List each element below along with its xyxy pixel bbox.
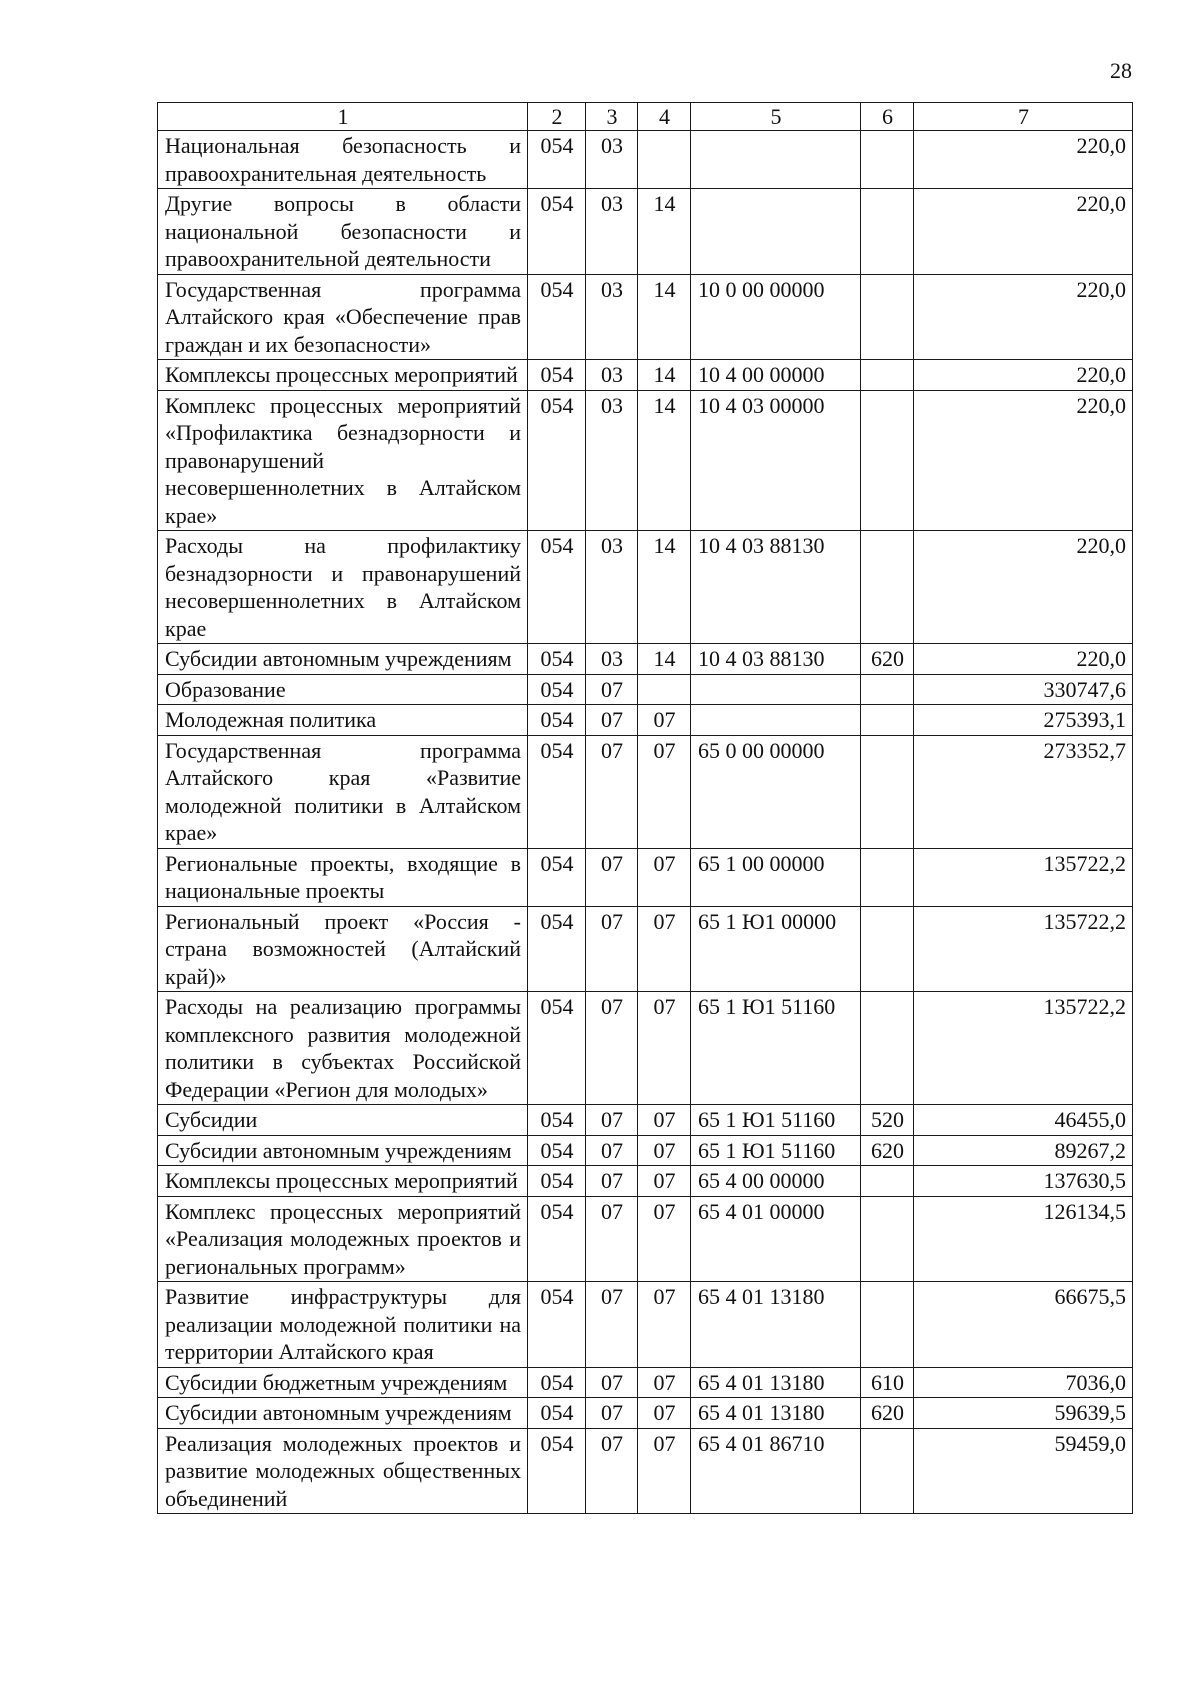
expense-type-code bbox=[861, 531, 914, 644]
amount-value: 66675,5 bbox=[914, 1282, 1133, 1368]
col-header-3: 3 bbox=[586, 103, 638, 131]
table-row bbox=[158, 735, 1133, 848]
target-article-code: 65 4 01 00000 bbox=[691, 1196, 861, 1282]
expense-type-code bbox=[861, 189, 914, 275]
target-article-code: 65 1 00 00000 bbox=[691, 848, 861, 906]
ministry-code: 054 bbox=[528, 360, 586, 391]
subsection-code: 07 bbox=[638, 992, 691, 1105]
ministry-code: 054 bbox=[528, 1135, 586, 1166]
ministry-code: 054 bbox=[528, 1367, 586, 1398]
amount-value: 220,0 bbox=[914, 531, 1133, 644]
expense-type-code bbox=[861, 1166, 914, 1197]
subsection-code: 07 bbox=[638, 848, 691, 906]
section-code: 07 bbox=[586, 735, 638, 848]
section-code: 07 bbox=[586, 1428, 638, 1514]
expense-type-code: 610 bbox=[861, 1367, 914, 1398]
ministry-code: 054 bbox=[528, 1196, 586, 1282]
table-row bbox=[158, 531, 1133, 644]
amount-value: 220,0 bbox=[914, 189, 1133, 275]
target-article-code bbox=[691, 674, 861, 705]
subsection-code: 07 bbox=[638, 1196, 691, 1282]
table-row bbox=[158, 360, 1133, 391]
item-name: Комплекс процессных мероприятий «Реализация молодежных проектов и региональных программ» bbox=[158, 1196, 528, 1282]
table-row bbox=[158, 705, 1133, 736]
expense-type-code: 620 bbox=[861, 644, 914, 675]
item-name: Расходы на профилактику безнадзорности и правонарушений несовершеннолетних в Алтайском крае bbox=[158, 531, 528, 644]
amount-value: 330747,6 bbox=[914, 674, 1133, 705]
amount-value: 135722,2 bbox=[914, 906, 1133, 992]
expense-type-code bbox=[861, 131, 914, 189]
expense-type-code bbox=[861, 390, 914, 531]
section-code: 03 bbox=[586, 644, 638, 675]
amount-value: 220,0 bbox=[914, 131, 1133, 189]
ministry-code: 054 bbox=[528, 705, 586, 736]
amount-value: 46455,0 bbox=[914, 1105, 1133, 1136]
section-code: 03 bbox=[586, 531, 638, 644]
budget-table bbox=[157, 102, 1133, 1514]
expense-type-code bbox=[861, 1428, 914, 1514]
ministry-code: 054 bbox=[528, 531, 586, 644]
item-name: Национальная безопасность и правоохранительная деятельность bbox=[158, 131, 528, 189]
section-code: 07 bbox=[586, 848, 638, 906]
expense-type-code bbox=[861, 735, 914, 848]
target-article-code: 65 4 01 86710 bbox=[691, 1428, 861, 1514]
section-code: 07 bbox=[586, 1367, 638, 1398]
expense-type-code bbox=[861, 848, 914, 906]
ministry-code: 054 bbox=[528, 131, 586, 189]
table-body bbox=[158, 131, 1133, 1514]
amount-value: 7036,0 bbox=[914, 1367, 1133, 1398]
subsection-code: 14 bbox=[638, 189, 691, 275]
ministry-code: 054 bbox=[528, 1398, 586, 1429]
col-header-7: 7 bbox=[914, 103, 1133, 131]
section-code: 07 bbox=[586, 1135, 638, 1166]
table-row bbox=[158, 644, 1133, 675]
expense-type-code: 520 bbox=[861, 1105, 914, 1136]
section-code: 03 bbox=[586, 274, 638, 360]
table-row bbox=[158, 1282, 1133, 1368]
target-article-code: 65 4 01 13180 bbox=[691, 1398, 861, 1429]
amount-value: 59639,5 bbox=[914, 1398, 1133, 1429]
header-row bbox=[158, 103, 1133, 131]
target-article-code: 65 4 01 13180 bbox=[691, 1367, 861, 1398]
subsection-code: 07 bbox=[638, 1428, 691, 1514]
amount-value: 135722,2 bbox=[914, 848, 1133, 906]
amount-value: 220,0 bbox=[914, 390, 1133, 531]
ministry-code: 054 bbox=[528, 1428, 586, 1514]
expense-type-code bbox=[861, 274, 914, 360]
amount-value: 273352,7 bbox=[914, 735, 1133, 848]
target-article-code: 10 4 03 88130 bbox=[691, 644, 861, 675]
table-row bbox=[158, 1398, 1133, 1429]
item-name: Субсидии автономным учреждениям bbox=[158, 1135, 528, 1166]
section-code: 07 bbox=[586, 1398, 638, 1429]
target-article-code: 65 4 00 00000 bbox=[691, 1166, 861, 1197]
col-header-1: 1 bbox=[158, 103, 528, 131]
subsection-code: 14 bbox=[638, 531, 691, 644]
item-name: Субсидии bbox=[158, 1105, 528, 1136]
target-article-code: 65 4 01 13180 bbox=[691, 1282, 861, 1368]
table-row bbox=[158, 131, 1133, 189]
expense-type-code bbox=[861, 705, 914, 736]
subsection-code bbox=[638, 674, 691, 705]
target-article-code bbox=[691, 189, 861, 275]
table-row bbox=[158, 992, 1133, 1105]
amount-value: 59459,0 bbox=[914, 1428, 1133, 1514]
section-code: 03 bbox=[586, 131, 638, 189]
ministry-code: 054 bbox=[528, 992, 586, 1105]
ministry-code: 054 bbox=[528, 1282, 586, 1368]
section-code: 03 bbox=[586, 189, 638, 275]
section-code: 03 bbox=[586, 360, 638, 391]
amount-value: 89267,2 bbox=[914, 1135, 1133, 1166]
expense-type-code bbox=[861, 906, 914, 992]
item-name: Субсидии автономным учреждениям bbox=[158, 644, 528, 675]
item-name: Комплексы процессных мероприятий bbox=[158, 1166, 528, 1197]
amount-value: 126134,5 bbox=[914, 1196, 1133, 1282]
table-row bbox=[158, 274, 1133, 360]
table-row bbox=[158, 390, 1133, 531]
subsection-code: 07 bbox=[638, 1398, 691, 1429]
item-name: Субсидии бюджетным учреждениям bbox=[158, 1367, 528, 1398]
table-row bbox=[158, 906, 1133, 992]
expense-type-code bbox=[861, 992, 914, 1105]
target-article-code bbox=[691, 705, 861, 736]
target-article-code: 65 1 Ю1 51160 bbox=[691, 1105, 861, 1136]
target-article-code: 10 0 00 00000 bbox=[691, 274, 861, 360]
item-name: Государственная программа Алтайского края «Развитие молодежной политики в Алтайском крае» bbox=[158, 735, 528, 848]
item-name: Комплексы процессных мероприятий bbox=[158, 360, 528, 391]
table-row bbox=[158, 1367, 1133, 1398]
col-header-4: 4 bbox=[638, 103, 691, 131]
item-name: Комплекс процессных мероприятий «Профилактика безнадзорности и правонарушений несовершеннолетних в Алтайском крае» bbox=[158, 390, 528, 531]
table-row bbox=[158, 1135, 1133, 1166]
ministry-code: 054 bbox=[528, 1166, 586, 1197]
ministry-code: 054 bbox=[528, 189, 586, 275]
amount-value: 135722,2 bbox=[914, 992, 1133, 1105]
expense-type-code: 620 bbox=[861, 1135, 914, 1166]
target-article-code: 65 1 Ю1 00000 bbox=[691, 906, 861, 992]
ministry-code: 054 bbox=[528, 735, 586, 848]
subsection-code: 07 bbox=[638, 705, 691, 736]
table-row bbox=[158, 1196, 1133, 1282]
ministry-code: 054 bbox=[528, 644, 586, 675]
table-row bbox=[158, 1166, 1133, 1197]
col-header-6: 6 bbox=[861, 103, 914, 131]
expense-type-code bbox=[861, 1282, 914, 1368]
table-row bbox=[158, 1105, 1133, 1136]
table-row bbox=[158, 189, 1133, 275]
amount-value: 275393,1 bbox=[914, 705, 1133, 736]
target-article-code: 65 1 Ю1 51160 bbox=[691, 1135, 861, 1166]
expense-type-code: 620 bbox=[861, 1398, 914, 1429]
col-header-5: 5 bbox=[691, 103, 861, 131]
ministry-code: 054 bbox=[528, 674, 586, 705]
subsection-code: 07 bbox=[638, 735, 691, 848]
target-article-code bbox=[691, 131, 861, 189]
subsection-code: 07 bbox=[638, 1105, 691, 1136]
section-code: 07 bbox=[586, 1196, 638, 1282]
item-name: Образование bbox=[158, 674, 528, 705]
item-name: Реализация молодежных проектов и развитие молодежных общественных объединений bbox=[158, 1428, 528, 1514]
section-code: 07 bbox=[586, 705, 638, 736]
subsection-code: 14 bbox=[638, 644, 691, 675]
item-name: Развитие инфраструктуры для реализации молодежной политики на территории Алтайского края bbox=[158, 1282, 528, 1368]
col-header-2: 2 bbox=[528, 103, 586, 131]
amount-value: 220,0 bbox=[914, 360, 1133, 391]
subsection-code: 07 bbox=[638, 1135, 691, 1166]
subsection-code: 14 bbox=[638, 360, 691, 391]
target-article-code: 10 4 03 00000 bbox=[691, 390, 861, 531]
subsection-code: 07 bbox=[638, 906, 691, 992]
subsection-code: 14 bbox=[638, 390, 691, 531]
item-name: Региональные проекты, входящие в национальные проекты bbox=[158, 848, 528, 906]
target-article-code: 65 1 Ю1 51160 bbox=[691, 992, 861, 1105]
section-code: 07 bbox=[586, 906, 638, 992]
ministry-code: 054 bbox=[528, 274, 586, 360]
item-name: Региональный проект «Россия - страна возможностей (Алтайский край)» bbox=[158, 906, 528, 992]
page-number: 28 bbox=[1110, 58, 1132, 83]
item-name: Субсидии автономным учреждениям bbox=[158, 1398, 528, 1429]
section-code: 07 bbox=[586, 1282, 638, 1368]
subsection-code: 14 bbox=[638, 274, 691, 360]
table-row bbox=[158, 848, 1133, 906]
section-code: 03 bbox=[586, 390, 638, 531]
table-row bbox=[158, 1428, 1133, 1514]
expense-type-code bbox=[861, 674, 914, 705]
amount-value: 220,0 bbox=[914, 274, 1133, 360]
section-code: 07 bbox=[586, 674, 638, 705]
item-name: Молодежная политика bbox=[158, 705, 528, 736]
item-name: Другие вопросы в области национальной безопасности и правоохранительной деятельности bbox=[158, 189, 528, 275]
ministry-code: 054 bbox=[528, 1105, 586, 1136]
expense-type-code bbox=[861, 360, 914, 391]
table-row bbox=[158, 674, 1133, 705]
subsection-code: 07 bbox=[638, 1282, 691, 1368]
amount-value: 220,0 bbox=[914, 644, 1133, 675]
ministry-code: 054 bbox=[528, 906, 586, 992]
item-name: Государственная программа Алтайского края «Обеспечение прав граждан и их безопасности» bbox=[158, 274, 528, 360]
target-article-code: 10 4 03 88130 bbox=[691, 531, 861, 644]
ministry-code: 054 bbox=[528, 848, 586, 906]
ministry-code: 054 bbox=[528, 390, 586, 531]
amount-value: 137630,5 bbox=[914, 1166, 1133, 1197]
section-code: 07 bbox=[586, 1166, 638, 1197]
target-article-code: 65 0 00 00000 bbox=[691, 735, 861, 848]
subsection-code: 07 bbox=[638, 1166, 691, 1197]
item-name: Расходы на реализацию программы комплексного развития молодежной политики в субъектах Российской Федерации «Регион для молодых» bbox=[158, 992, 528, 1105]
section-code: 07 bbox=[586, 1105, 638, 1136]
target-article-code: 10 4 00 00000 bbox=[691, 360, 861, 391]
subsection-code bbox=[638, 131, 691, 189]
expense-type-code bbox=[861, 1196, 914, 1282]
subsection-code: 07 bbox=[638, 1367, 691, 1398]
section-code: 07 bbox=[586, 992, 638, 1105]
